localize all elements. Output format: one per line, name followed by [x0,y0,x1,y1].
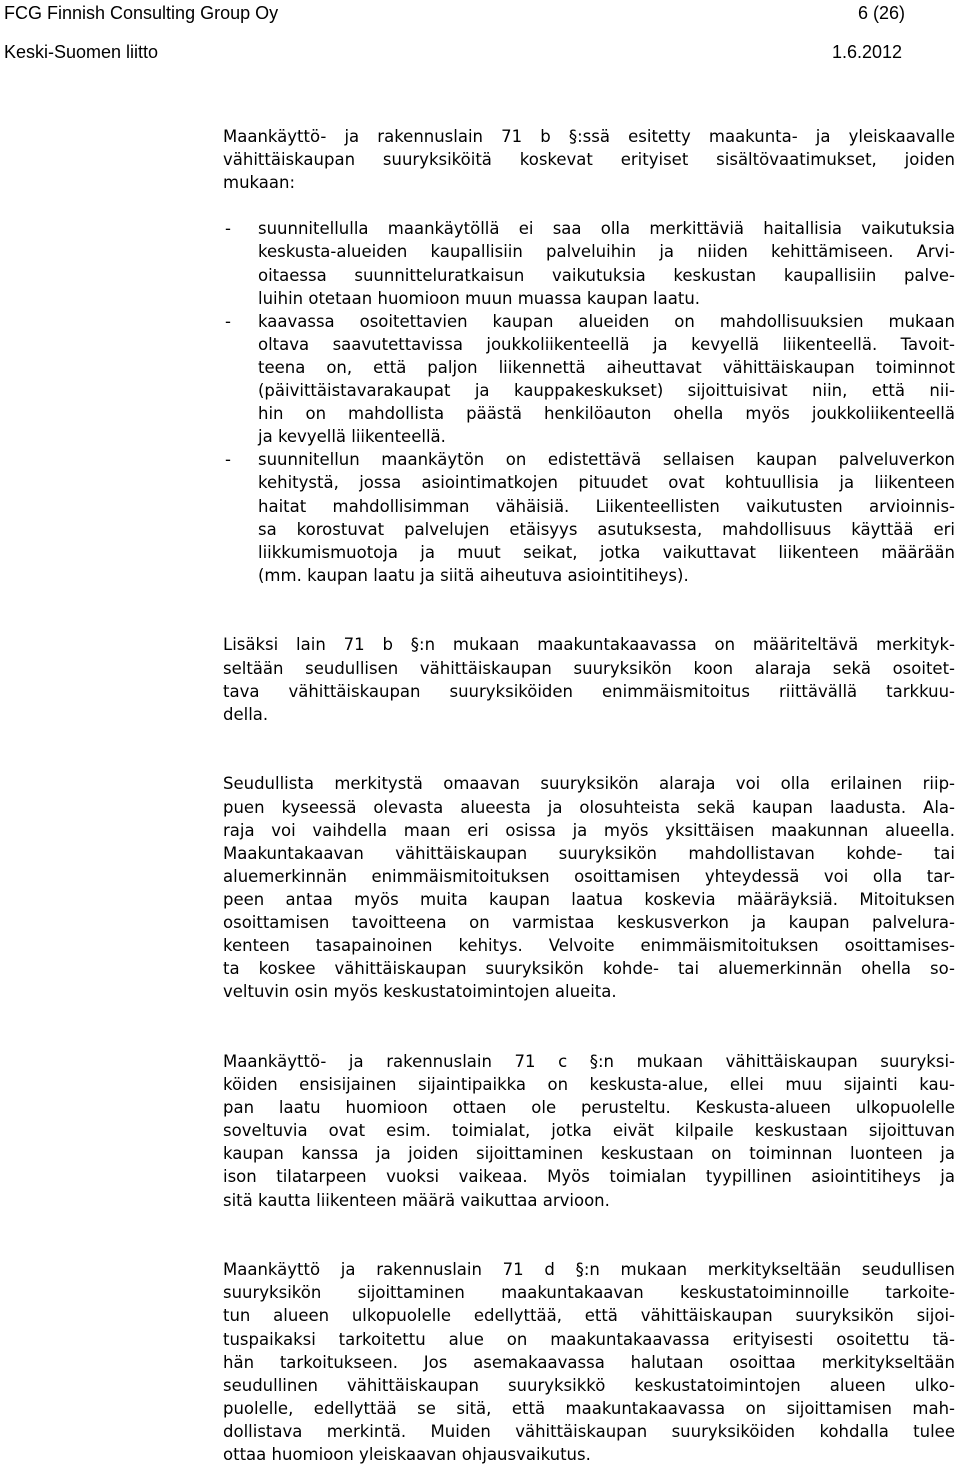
text-line: ja kevyellä liikenteellä. [258,427,446,447]
text-line: kehitystä, jossa asiointimatkojen pituudet ovat kohtuullisia ja liikenteen [258,473,955,493]
paragraph-gap [223,610,955,633]
list-bullet: - [225,450,231,470]
list-item [223,448,955,587]
paragraph-gap [223,749,955,772]
list-bullet: - [225,311,231,331]
text-line: tava vähittäiskaupan suuryksiköiden enimmäismitoitus riittävällä tarkkuu- [223,681,955,701]
text-line: suunnitellulla maankäytöllä ei saa olla merkittäviä haitallisia vaikutuksia [258,219,955,239]
text-line: ottaa huomioon yleiskaavan ohjausvaikutus. [223,1444,591,1464]
text-line: haitat mahdollisimman vähäisiä. Liikenteellisten vaikutusten arvioinnis- [258,496,955,516]
text-line: peen antaa myös muita kaupan laatua koskevia määräyksiä. Mitoituksen [223,889,955,909]
text-line: seltään seudullisen vähittäiskaupan suuryksikön koon alaraja sekä osoitet- [223,658,955,678]
text-line: raja voi vaihdella maan eri osissa ja myös yksittäisen maakunnan alueella. [223,820,955,840]
text-line: liikkumismuotoja ja muut seikat, jotka vaikuttavat liikenteen määrään [258,542,955,562]
intro-paragraph [223,125,955,194]
text-line: puolelle, edellyttää se sitä, että maakuntakaavassa on sijoittamisen mah- [223,1398,955,1418]
text-line: ta koskee vähittäiskaupan suuryksikön kohde- tai aluemerkinnän ohella so- [223,959,955,979]
text-line: aluemerkinnän enimmäismitoituksen osoittamisen yhteydessä voi olla tar- [223,866,955,886]
text-line: vähittäiskaupan suuryksiköitä koskevat erityiset sisältövaatimukset, joiden [223,150,955,170]
text-line: kaupan kanssa ja joiden sijoittaminen keskustaan on toiminnan luonteen ja [223,1144,955,1164]
paragraph-gap [223,726,955,750]
text-line: pan laatu huomioon ottaen ole perusteltu. Keskusta-alueen ulkopuolelle [223,1098,955,1118]
text-line: hin on mahdollista päästä henkilöauton ohella myös joukkoliikenteellä [258,404,955,424]
text-line: hän tarkoitukseen. Jos asemakaavassa halutaan osoittaa merkitykseltään [223,1352,955,1372]
text-line: tuspaikaksi tarkoitettu alue on maakuntakaavassa erityisesti osoitettu tä- [223,1329,955,1349]
text-line: ison tilatarpeen vuoksi vaikeaa. Myös toimialan tyypillinen asiointitiheys ja [223,1167,955,1187]
text-line: sa korostuvat palvelujen etäisyys asutuksesta, mahdollisuus käyttää eri [258,519,955,539]
text-line: mukaan: [223,173,296,193]
text-line: Maakuntakaavan vähittäiskaupan suuryksikön mahdollistavan kohde- tai [223,843,955,863]
text-line: veltuvin osin myös keskustatoimintojen alueita. [223,982,617,1002]
text-line: osoittamisen tavoitteena on varmistaa keskusverkon ja kaupan palvelura- [223,913,955,932]
paragraph-gap [223,1027,955,1050]
page-number: 6 (26) [858,3,906,23]
text-line: oitaessa suunnitteluratkaisun vaikutuksia keskustan kaupallisiin palve- [258,265,955,285]
text-line: puen kyseessä olevasta alueesta ja olosuhteista sekä kaupan laadusta. Ala- [223,797,955,817]
text-line: oltava saavutettavissa joukkoliikenteellä ja kevyellä liikenteellä. Tavoit- [258,334,955,354]
company-name: FCG Finnish Consulting Group Oy [4,3,279,23]
text-line: suuryksikön sijoittaminen maakuntakaavan keskustatoiminnoille tarkoite- [223,1283,955,1303]
text-line: (päivittäistavarakaupat ja kauppakeskukset) sijoittuisivat niin, että nii- [258,381,955,401]
body-paragraph [223,1050,955,1212]
document-date: 1.6.2012 [832,42,903,62]
text-line: kenteen tasapainoinen kehitys. Velvoite enimmäismitoituksen osoittamises- [223,936,955,956]
list-bullet: - [225,219,231,239]
text-line: kaavassa osoitettavien kaupan alueiden on mahdollisuuksien mukaan [258,311,955,331]
list-item [223,217,955,309]
text-line: sitä kautta liikenteen määrä vaikuttaa arvioon. [223,1190,610,1210]
paragraph-gap [223,1003,955,1027]
text-line: suunnitellun maankäytön on edistettävä sellaisen kaupan palveluverkon [258,450,955,470]
text-line: tun alueen ulkopuolelle edellyttää, että vähittäiskaupan suuryksikön sijoi- [223,1306,955,1326]
text-line: Seudullista merkitystä omaavan suuryksikön alaraja voi olla erilainen riip- [223,774,955,794]
text-line: keskusta-alueiden kaupallisiin palveluihin ja niiden kehittämiseen. Arvi- [258,242,955,262]
client-name: Keski-Suomen liitto [4,42,159,62]
text-line: della. [223,704,269,724]
text-line: Maankäyttö- ja rakennuslain 71 c §:n mukaan vähittäiskaupan suuryksi- [223,1051,955,1071]
body-paragraph [223,772,955,1003]
text-line: soveltuvia ovat esim. toimialat, jotka eivät kilpaile keskustaan sijoittuvan [223,1121,955,1141]
paragraph-gap [223,1235,955,1258]
text-line: (mm. kaupan laatu ja siitä aiheutuva asiointitiheys). [258,565,689,585]
body-paragraph [223,1258,955,1466]
list-item [223,310,955,449]
text-line: Maankäyttö- ja rakennuslain 71 b §:ssä esitetty maakunta- ja yleiskaavalle [223,127,955,146]
paragraph-gap [223,194,955,217]
text-line: seudullinen vähittäiskaupan suuryksikkö keskustatoimintojen alueen ulko- [223,1375,955,1395]
requirements-list [223,217,955,587]
text-line: teena on, että paljon liikennettä aiheuttavat vähittäiskaupan toiminnot [258,357,955,377]
text-line: Lisäksi lain 71 b §:n mukaan maakuntakaavassa on määriteltävä merkityk- [223,635,955,655]
text-line: luihin otetaan huomioon muun muassa kaupan laatu. [258,288,701,308]
text-line: köiden ensisijainen sijaintipaikka on keskusta-alue, ellei muu sijainti kau- [223,1075,955,1095]
paragraph-gap [223,587,955,611]
body-paragraph [223,633,955,725]
document-body [223,125,955,1466]
text-line: dollistava merkintä. Muiden vähittäiskaupan suuryksiköiden kohdalla tulee [223,1421,955,1441]
paragraph-gap [223,1212,955,1236]
text-line: Maankäyttö ja rakennuslain 71 d §:n mukaan merkitykseltään seudullisen [223,1260,955,1280]
